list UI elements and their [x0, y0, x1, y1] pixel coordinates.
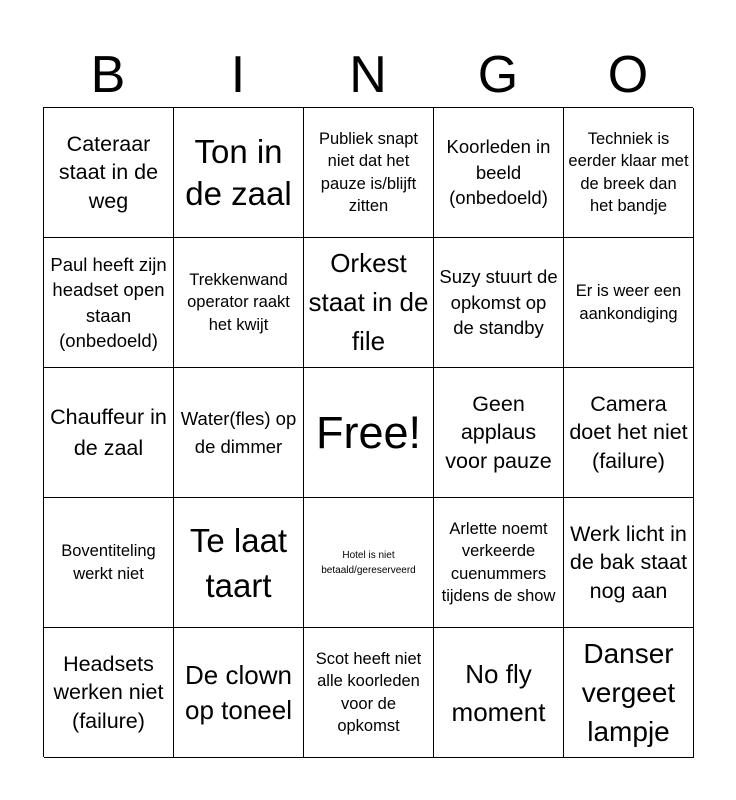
cell-text: Publiek snapt niet dat het pauze is/blijft zitten — [318, 129, 419, 215]
header-letter-g: G — [477, 46, 519, 104]
bingo-cell[interactable] — [564, 628, 694, 758]
header-letter-b: B — [90, 46, 126, 104]
cell-text: Cateraar staat in de weg — [58, 131, 159, 213]
free-space: Free! — [315, 406, 422, 458]
cell-text: Geen applaus voor pauze — [445, 391, 552, 473]
bingo-cell[interactable] — [564, 498, 694, 628]
bingo-cell[interactable] — [174, 628, 304, 758]
cell-text: Chauffeur in de zaal — [50, 404, 167, 460]
cell-text: Water(fles) op de dimmer — [180, 408, 297, 457]
cell-text: Koorleden in beeld (onbedoeld) — [446, 136, 551, 209]
cell-text: Werk licht in de bak staat nog aan — [569, 521, 688, 603]
cell-text: Ton in de zaal — [185, 132, 292, 212]
cell-text: Techniek is eerder klaar met de breek dan het bandje — [568, 129, 689, 215]
cell-text: Paul heeft zijn headset open staan (onbedoeld) — [50, 253, 167, 351]
cell-text: Arlette noemt verkeerde cuenummers tijdens de show — [441, 519, 556, 605]
bingo-cell[interactable] — [304, 368, 434, 498]
cell-text: Trekkenwand operator raakt het kwijt — [187, 270, 290, 334]
bingo-cell[interactable] — [174, 498, 304, 628]
bingo-cell[interactable] — [174, 108, 304, 238]
bingo-cell[interactable] — [434, 368, 564, 498]
bingo-cell[interactable] — [44, 498, 174, 628]
header-letter-i: I — [230, 46, 246, 104]
cell-text: Orkest staat in de file — [308, 248, 429, 356]
bingo-cell[interactable] — [174, 238, 304, 368]
bingo-cell[interactable] — [44, 108, 174, 238]
cell-text: Scot heeft niet alle koorleden voor de opkomst — [315, 649, 422, 735]
bingo-cell[interactable] — [44, 238, 174, 368]
bingo-cell[interactable] — [434, 238, 564, 368]
bingo-cell[interactable] — [44, 368, 174, 498]
bingo-cell[interactable] — [304, 238, 434, 368]
cell-text: Headsets werken niet (failure) — [53, 651, 164, 733]
bingo-header — [43, 42, 693, 108]
cell-text: Er is weer een aankondiging — [575, 282, 682, 323]
cell-text: Te laat taart — [189, 521, 288, 604]
header-letter-n: N — [349, 46, 387, 104]
cell-text: Suzy stuurt de opkomst op de standby — [439, 266, 558, 339]
cell-text: Danser vergeet lampje — [581, 638, 676, 747]
bingo-cell[interactable] — [564, 368, 694, 498]
cell-text: No fly moment — [451, 658, 546, 727]
bingo-cell[interactable] — [304, 498, 434, 628]
bingo-cell[interactable] — [434, 108, 564, 238]
bingo-cell[interactable] — [564, 108, 694, 238]
bingo-cell[interactable] — [304, 108, 434, 238]
bingo-cell[interactable] — [434, 498, 564, 628]
cell-text: Boventiteling werkt niet — [61, 542, 156, 583]
header-letter-o: O — [607, 46, 649, 104]
cell-text: Camera doet het niet (failure) — [569, 391, 688, 473]
bingo-cell[interactable] — [564, 238, 694, 368]
bingo-cell[interactable] — [174, 368, 304, 498]
cell-text: Hotel is niet betaald/gereserveerd — [321, 549, 416, 576]
bingo-cell[interactable] — [44, 628, 174, 758]
bingo-cell[interactable] — [304, 628, 434, 758]
bingo-cell[interactable] — [434, 628, 564, 758]
cell-text: De clown op toneel — [185, 659, 292, 725]
bingo-card-grid — [43, 107, 693, 757]
